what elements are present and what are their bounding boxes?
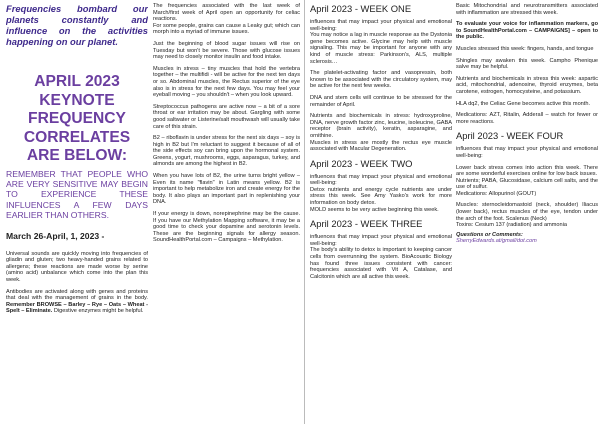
paragraph: influences that may impact your physical and emotional well-being: — [310, 19, 452, 32]
paragraph-text: Digestive enzymes might be helpful. — [52, 308, 144, 315]
paragraph: HLA dq2, the Celiac Gene becomes active this month. — [456, 100, 591, 107]
paragraph: influences that may impact your physical and emotional well-being: — [456, 146, 598, 159]
paragraph: Nutrients and biochemicals in stress: hydroxyproline, DNA, nerve growth factor zinc, leucine, isoleucine, GABA receptor (brain activity), keratin, asparagine, and ornithine. — [310, 113, 452, 139]
paragraph: Toxins: Cesium 137 (radiation) and ammonia — [456, 222, 567, 229]
paragraph: Lower back stress comes into action this week. There are some wonderful exercises online for low back issues. — [456, 164, 598, 178]
paragraph: Muscles in stress – tiny muscles that hold the vertebra together – the multifidi - will be active for the next ten days or so. Abdominal muscles, the Rectus superior of the eye also is in stress for the next few days. You may feel your eyeball moving – you shouldn't – when you look upward. — [153, 65, 300, 99]
paragraph: Muscles in stress are mostly the rectus eye muscle associated with Macular Degeneration. — [310, 139, 452, 153]
paragraph: Just the beginning of blood sugar issues will rise on Tuesday but won't be severe. Those with glucose issues may need to closely monitor insulin and food intake. — [153, 40, 300, 61]
column-1 — [6, 0, 148, 424]
column-3 — [310, 0, 452, 424]
paragraph: B2 – riboflavin is under stress for the next six days – soy is high in B2 but I'm reluctant to suggest it because of all of the side effects soy can bring upon the hormonal system. Greens, yogurt, mushrooms, eggs, asparagus, turkey, and almonds are among the highest in B2. — [153, 135, 300, 168]
paragraph: For some people, grains can cause a Leaky gut; which can morph into a myriad of immune issues. — [153, 22, 300, 36]
date-range: March 26-April, 1, 2023 - — [6, 230, 105, 241]
browse-reminder: Remember BROWSE – Barley – Rye – Oats – Wheat - Spelt – Eliminate. — [6, 301, 148, 315]
week-four-title: April 2023 - WEEK FOUR — [456, 130, 564, 142]
paragraph: Streptococcus pathogens are active now – a bit of a sore throat or ear irritation may be about. Gargling with some good saltwater or Listerine/salt mouthwash will usually take care of this strain. — [153, 103, 300, 130]
paragraph: Detox nutrients and energy cycle nutrients are under stress this week. See Amy Yasko's work for more information on body detox. — [310, 186, 452, 207]
column-2 — [153, 0, 300, 424]
paragraph: influences that may impact your physical and emotional well-being: — [310, 173, 452, 187]
sensitivity-notice: REMEMBER THAT PEOPLE WHO ARE VERY SENSITIVE MAY BEGIN TO EXPERIENCE THESE INFLUENCES A FEW DAYS EARLIER THAN OTHERS. — [6, 168, 148, 221]
contact-email[interactable]: SherryEdwards.at/gmail/dot.com — [456, 238, 537, 245]
paragraph — [6, 289, 148, 315]
keynote-heading: APRIL 2023 KEYNOTE FREQUENCY CORRELATES ARE BELOW: — [23, 73, 131, 164]
voice-evaluation-link[interactable]: To evaluate your voice for inflammation markers, go to SoundHealthPortal.com – CAMPAIGNS] – open to the public. — [456, 21, 598, 41]
paragraph: MOLD seems to be very active beginning this week. — [310, 206, 439, 213]
paragraph: Nutrients; PABA, Glucosidase, calcium cell salts, and the use of sulfur. — [456, 177, 598, 191]
paragraph: Basic Mitochondrial and neurotransmitters associated with inflammation are stressed this week. — [456, 3, 598, 16]
paragraph: If your energy is down, norepinephrine may be the cause. If you have our Methylation Mapping software, it may be a good time to check your dopamine and serotonin levels. These are the beginning signals for allergy season. SoundHealthPortal.com – Campaigns – Methylation. — [153, 211, 300, 244]
paragraph: DNA and stem cells will continue to be stressed for the remainder of April. — [310, 94, 452, 108]
paragraph: influences that may impact your physical and emotional well-being: — [310, 234, 452, 247]
paragraph: The platelet-activating factor and vasopressin, both known to be associated with the circulatory system, may be active for the next few weeks. — [310, 70, 452, 90]
paragraph: The body's ability to detox is important to keeping cancer cells from overrunning the system. BioAcoustic Biology has found three issues consistent with cancer: frequencies associated with Vit A, Catalase, and Calcitonin which are all active this week. — [310, 247, 452, 280]
paragraph: Nutrients and biochemicals in stress this week: aspartic acid, mitochondrial, adenosine, thyroid enzymes, beta carotene, estrogen, homocysteine, and potassium. — [456, 75, 598, 95]
tagline: Frequencies bombard our planets constantly and influence on the activities happening on our planet. — [6, 3, 148, 47]
paragraph: Universal sounds are quickly moving into frequencies of gliadin and gluten; two heavy-handed grains related to allergens; these reactions are made worse by serine (amino acid) unbalance which come into the plan this week. — [6, 250, 148, 283]
paragraph: Muscles: sternocleidomastoid (neck, shoulder) Iliacus (lower back), rectus muscles of the eye, tendon under the arch of the foot. Scalenus (Neck) — [456, 202, 598, 222]
column-divider — [304, 0, 305, 424]
paragraph-text: Antibodies are activated along with genes and proteins that deal with the management of grains in the body. — [6, 288, 148, 302]
paragraph: When you have lots of B2, the urine turns bright yellow – Even its name "flavin" in Latin means yellow. B2 is important to help metabolize iron and create energy for the body. It also plays an important part in replenishing your DNA. — [153, 173, 300, 206]
week-three-title: April 2023 - WEEK THREE — [310, 218, 423, 230]
questions-label: Questions or Comments: — [456, 231, 523, 238]
paragraph: Muscles stressed this week: fingers, hands, and tongue — [456, 45, 594, 52]
paragraph: You may notice a lag in muscle response as the Dystonia gene becomes active. Glycine may help with muscle signaling. This may be important for anyone with any kind of muscle stress: Parkinson's, ALS, multiple sclerosis… — [310, 32, 452, 65]
paragraph: Medications: Allopurinol (GOUT) — [456, 190, 537, 197]
paragraph: Medications: AZT, Ritalin, Adderall – watch for fewer or more reactions. — [456, 112, 598, 125]
paragraph: Shingles may awaken this week. Campho Phenique salve may be helpful. — [456, 57, 598, 71]
week-two-title: April 2023 - WEEK TWO — [310, 157, 413, 169]
week-one-title: April 2023 - WEEK ONE — [310, 3, 412, 14]
column-4 — [456, 0, 598, 424]
paragraph: The frequencies associated with the last week of March/first week of April open an opportunity for celiac reactions. — [153, 3, 300, 23]
